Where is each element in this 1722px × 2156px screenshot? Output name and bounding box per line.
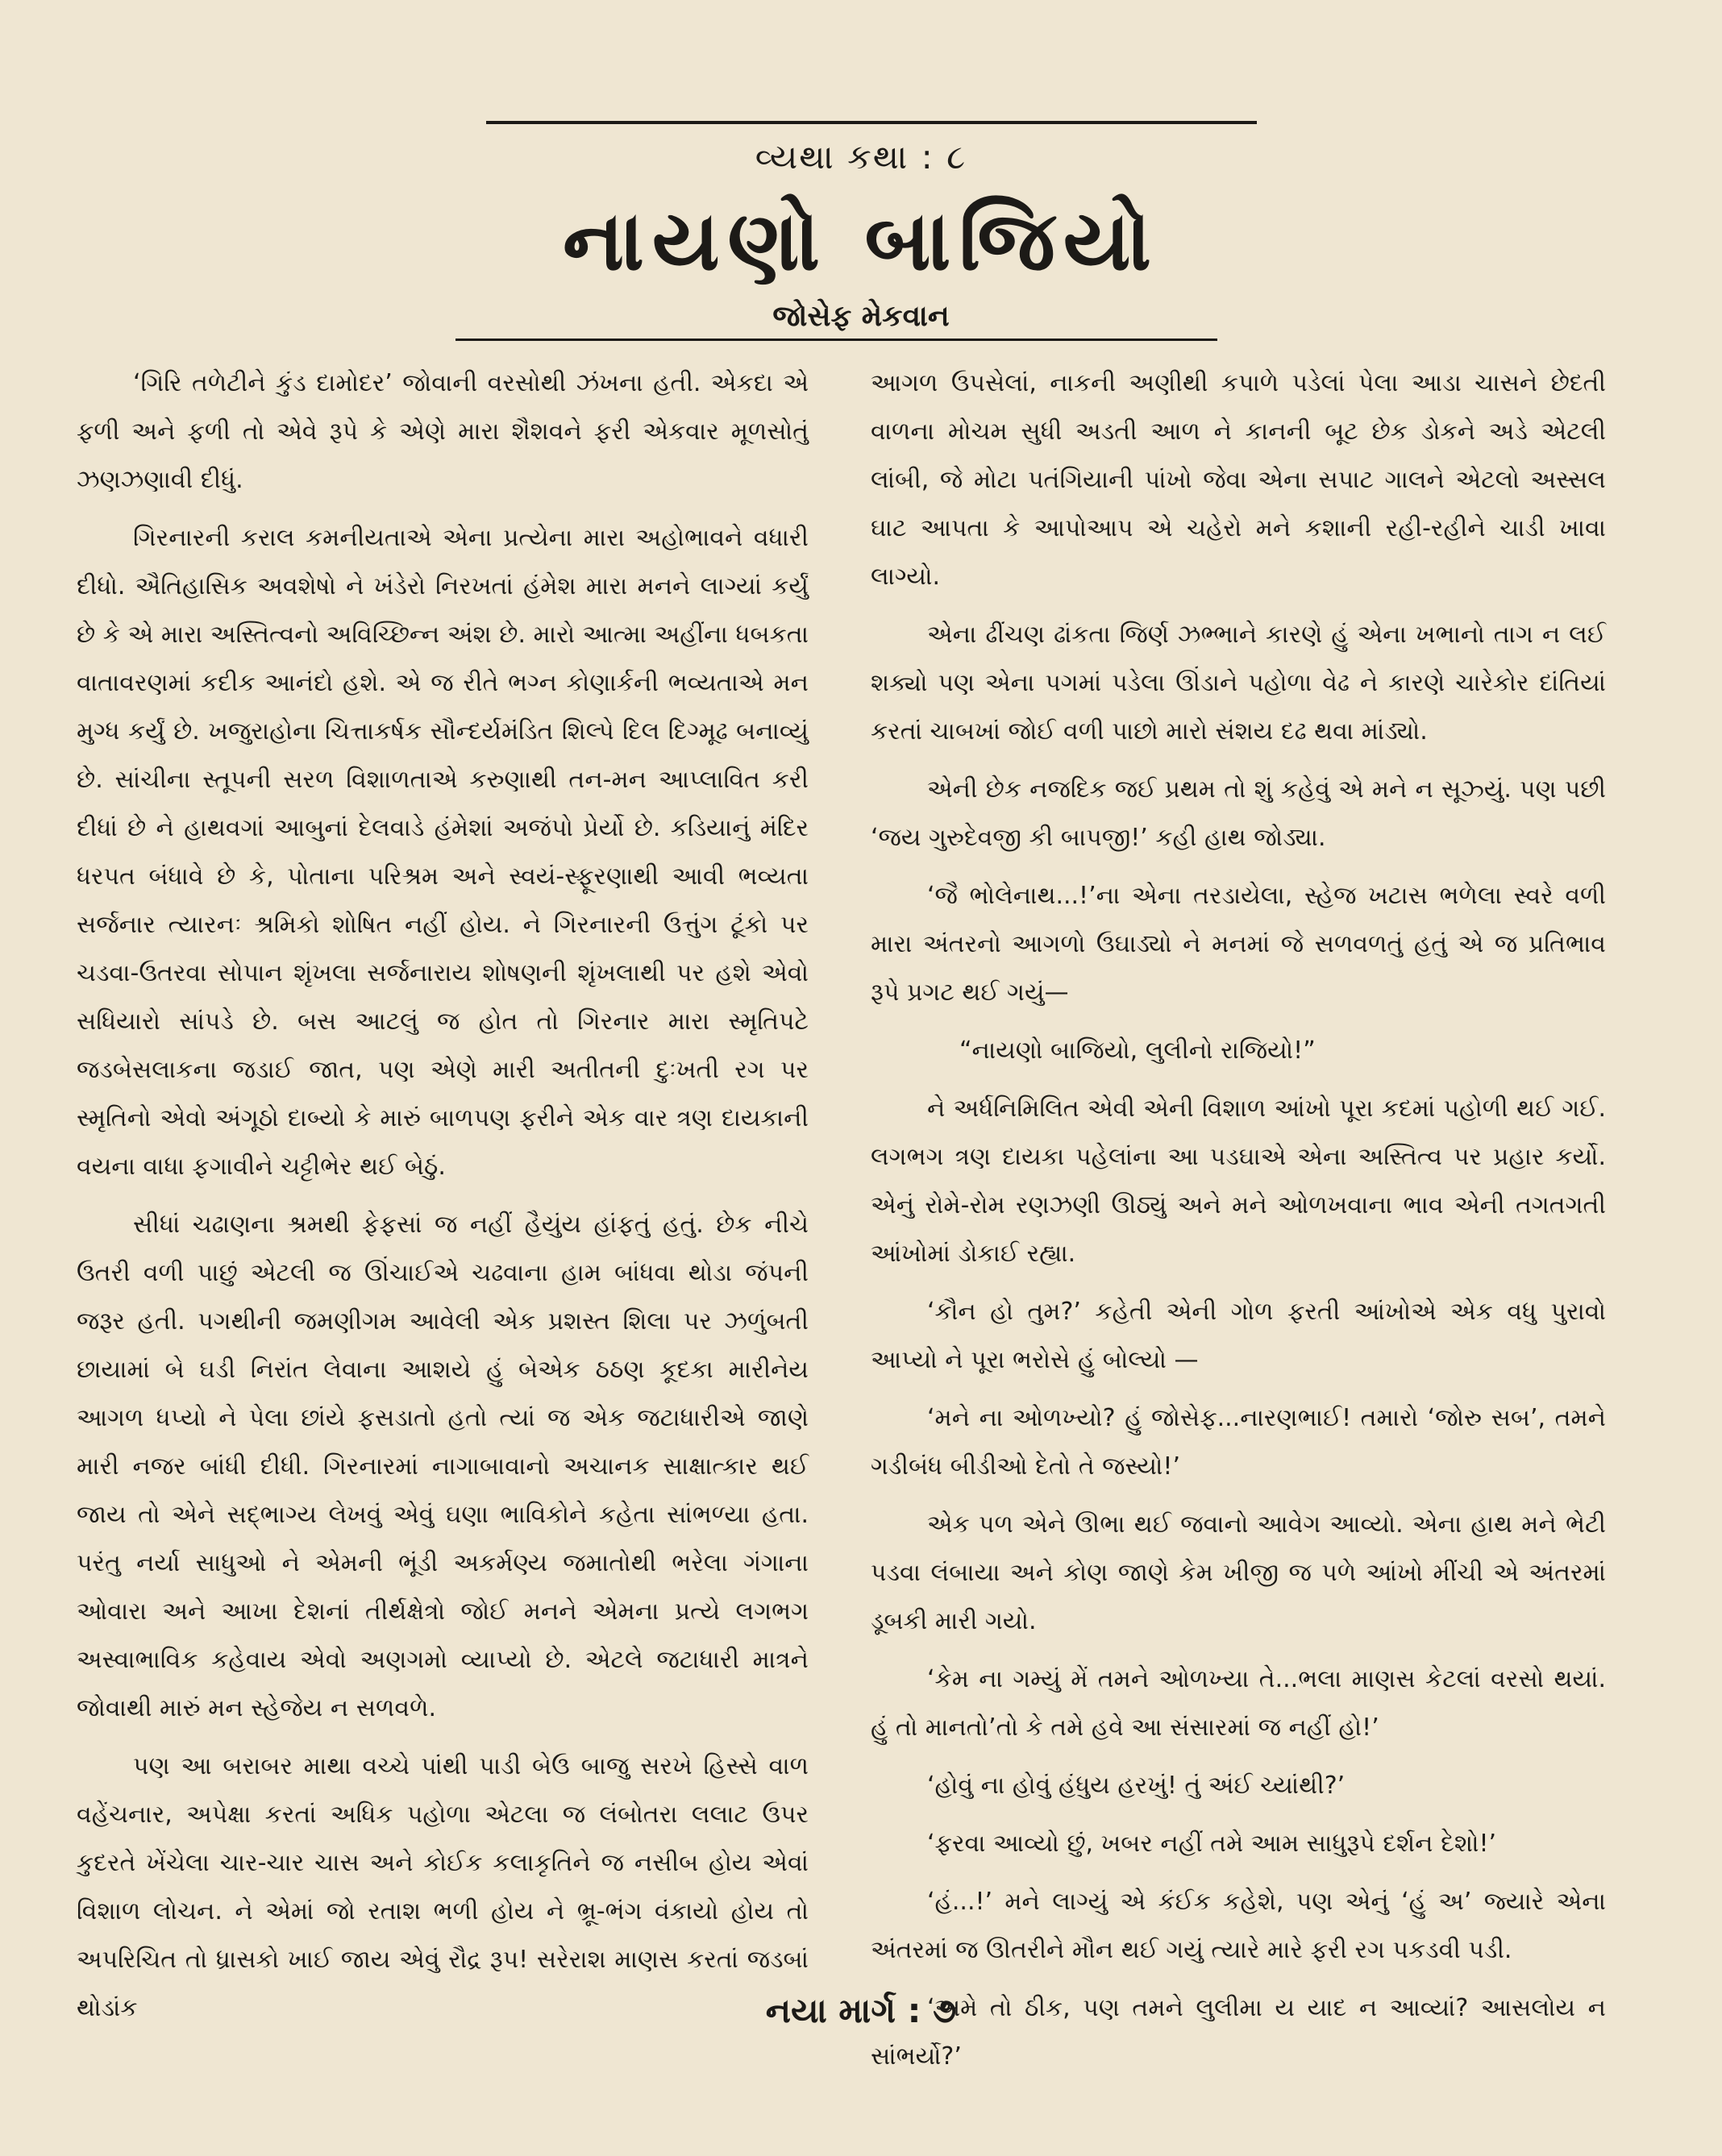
paragraph: ‘હોવું ના હોવું હંધુય હરખું! તું અંઈ ચ્યાંથી?’ — [927, 1772, 1346, 1800]
paragraph: ‘અમે તો ઠીક, પણ તમને લુલીમા ય યાદ ન આવ્યાં? આસલોય ન સાંભર્યો?’ — [871, 1994, 1606, 2071]
left-column — [77, 359, 809, 2042]
series-label: વ્યથા કથા : ૮ — [755, 137, 967, 177]
paragraph: એના ઢીંચણ ઢાંકતા જિર્ણ ઝભ્ભાને કારણે હું એના ખભાનો તાગ ન લઈ શક્યો પણ એના પગમાં પડેલા ઊંડાને પહોળા વેઢ ને કારણે ચારેકોર દાંતિયાં કરતાં ચાબખાં જોઈ વળી પાછો મારો સંશય દઢ થવા માંડ્યો. — [871, 621, 1606, 746]
paragraph: એની છેક નજદિક જઈ પ્રથમ તો શું કહેવું એ મને ન સૂઝ્યું. પણ પછી ‘જય ગુરુદેવજી કી બાપજી!’ કહી હાથ જોડ્યા. — [871, 775, 1606, 852]
quote-line: “નાયણો બાજિયો, લુલીનો રાજિયો!” — [959, 1036, 1316, 1065]
paragraph: પણ આ બરાબર માથા વચ્ચે પાંથી પાડી બેઉ બાજુ સરખે હિસ્સે વાળ વહેંચનાર, અપેક્ષા કરતાં અધિક પહોળા એટલા જ લંબોતરા લલાટ ઉપર કુદરતે ખેંચેલા ચાર-ચાર ચાસ અને કોઈક કલાકૃતિને જ નસીબ હોય એવાં વિશાળ લોચન. ને એમાં જો રતાશ ભળી હોય ને ભ્રૂ-ભંગ વંકાયો હોય તો અપરિચિત તો ધ્રાસકો ખાઈ જાય એવું રૌદ્ર રૂપ! સરેરાશ માણસ કરતાં જડબાં થોડાંક — [77, 1752, 809, 2022]
paragraph: આગળ ઉપસેલાં, નાકની અણીથી કપાળે પડેલાં પેલા આડા ચાસને છેદતી વાળના મોચમ સુધી અડતી આળ ને કાનની બૂટ છેક ડોકને અડે એટલી લાંબી, જે મોટા પતંગિયાની પાંખો જેવા એના સપાટ ગાલને એટલો અસ્સલ ઘાટ આપતા કે આપોઆપ એ ચહેરો મને કશાની રહી-રહીને ચાડી ખાવા લાગ્યો. — [871, 369, 1606, 591]
paragraph: ‘ગિરિ તળેટીને કુંડ દામોદર’ જોવાની વરસોથી ઝંખના હતી. એકદા એ ફળી અને ફળી તો એવે રૂપે કે એણે મારા શૈશવને ફરી એકવાર મૂળસોતું ઝણઝણાવી દીધું. — [77, 369, 809, 494]
paragraph: એક પળ એને ઊભા થઈ જવાનો આવેગ આવ્યો. એના હાથ મને ભેટી પડવા લંબાયા અને કોણ જાણે કેમ ખીજી જ પળે આંખો મીંચી એ અંતરમાં ડૂબકી મારી ગયો. — [871, 1510, 1606, 1635]
header-top-rule — [486, 121, 1257, 124]
paragraph: ‘કૌન હો તુમ?’ કહેતી એની ગોળ ફરતી આંખોએ એક વધુ પુરાવો આપ્યો ને પૂરા ભરોસે હું બોલ્યો — — [871, 1298, 1606, 1374]
paragraph: ‘મને ના ઓળખ્યો? હું જોસેફ...નારણભાઈ! તમારો ‘જોરુ સબ’, તમને ગડીબંધ બીડીઓ દેતો તે જસ્યો!’ — [871, 1404, 1606, 1481]
paragraph: ને અર્ધનિમિલિત એવી એની વિશાળ આંખો પૂરા કદમાં પહોળી થઈ ગઈ. લગભગ ત્રણ દાયકા પહેલાંના આ પડઘાએ એના અસ્તિત્વ પર પ્રહાર કર્યો. એનું રોમે-રોમ રણઝણી ઊઠ્યું અને મને ઓળખવાના ભાવ એની તગતગતી આંખોમાં ડોકાઈ રહ્યા. — [871, 1095, 1606, 1268]
page-footer: નયા માર્ગ : ૭ — [765, 1991, 957, 2030]
paragraph: ‘હં...!’ મને લાગ્યું એ કંઈક કહેશે, પણ એનું ‘હું અ’ જ્યારે એના અંતરમાં જ ઊતરીને મૌન થઈ ગયું ત્યારે મારે ફરી રગ પકડવી પડી. — [871, 1888, 1606, 1964]
paragraph: ‘કેમ ના ગમ્યું મેં તમને ઓળખ્યા તે...ભલા માણસ કેટલાં વરસો થયાં. હું તો માનતો’તો કે તમે હવે આ સંસારમાં જ નહીં હો!’ — [871, 1665, 1606, 1742]
paragraph: ગિરનારની કરાલ કમનીયતાએ એના પ્રત્યેના મારા અહોભાવને વધારી દીધો. ઐતિહાસિક અવશેષો ને ખંડેરો નિરખતાં હંમેશ મારા મનને લાગ્યાં કર્યું છે કે એ મારા અસ્તિત્વનો અવિચ્છિન્ન અંશ છે. મારો આત્મા અહીંના ધબકતા વાતાવરણમાં કદીક આનંદો હશે. એ જ રીતે ભગ્ન કોણાર્કની ભવ્યતાએ મન મુગ્ધ કર્યું છે. ખજુરાહોના ચિત્તાકર્ષક સૌન્દર્યમંડિત શિલ્પે દિલ દિગ્મૂઢ બનાવ્યું છે. સાંચીના સ્તૂપની સરળ વિશાળતાએ કરુણાથી તન-મન આપ્લાવિત કરી દીધાં છે ને હાથવગાં આબુનાં દેલવાડે હંમેશાં અજંપો પ્રેર્યો છે. કડિયાનું મંદિર ધરપત બંધાવે છે કે, પોતાના પરિશ્રમ અને સ્વયં-સ્ફૂરણાથી આવી ભવ્યતા સર્જનાર ત્યારનઃ શ્રમિકો શોષિત નહીં હોય. ને ગિરનારની ઉત્તુંગ ટૂંકો પર ચડવા-ઉતરવા સોપાન શૃંખલા સર્જનારાય શોષણની શૃંખલાથી પર હશે એવો સધિયારો સાંપડે છે. બસ આટલું જ હોત તો ગિરનાર મારા સ્મૃતિપટે જડબેસલાકના જડાઈ જાત, પણ એણે મારી અતીતની દુઃખતી રગ પર સ્મૃતિનો એવો અંગૂઠો દાબ્યો કે મારું બાળપણ ફરીને એક વાર ત્રણ દાયકાની વયના વાધા ફગાવીને ચટ્ટીભેર થઈ બેઠું. — [77, 524, 809, 1181]
paragraph: સીધાં ચઢાણના શ્રમથી ફેફસાં જ નહીં હૈયુંય હાંફતું હતું. છેક નીચે ઉતરી વળી પાછું એટલી જ ઊંચાઈએ ચઢવાના હામ બાંધવા થોડા જંપની જરૂર હતી. પગથીની જમણીગમ આવેલી એક પ્રશસ્ત શિલા પર ઝળુંબતી છાયામાં બે ઘડી નિરાંત લેવાના આશયે હું બેએક ઠઠણ કૂદકા મારીનેય આગળ ધપ્યો ને પેલા છાંયે ફસડાતો હતો ત્યાં જ એક જટાધારીએ જાણે મારી નજર બાંધી દીધી. ગિરનારમાં નાગાબાવાનો અચાનક સાક્ષાત્કાર થઈ જાય તો એને સદ્ભાગ્ય લેખવું એવું ઘણા ભાવિકોને કહેતા સાંભળ્યા હતા. પરંતુ નર્યા સાધુઓ ને એમની ભૂંડી અકર્મણ્ય જમાતોથી ભરેલા ગંગાના ઓવારા અને આખા દેશનાં તીર્થક્ષેત્રો જોઈ મનને એમના પ્રત્યે લગભગ અસ્વાભાવિક કહેવાય એવો અણગમો વ્યાપ્યો છે. એટલે જટાધારી માત્રને જોવાથી મારું મન સ્હેજેય ન સળવળે. — [77, 1211, 809, 1722]
author-rule — [455, 339, 1217, 341]
right-column — [871, 359, 1606, 2091]
paragraph: ‘ફરવા આવ્યો છું, ખબર નહીં તમે આમ સાધુરૂપે દર્શન દેશો!’ — [927, 1830, 1497, 1858]
story-title: નાયણો બાજિયો — [563, 193, 1159, 289]
author-name: જોસેફ મેકવાન — [772, 300, 950, 333]
paragraph: ‘જૈ ભોલેનાથ...!’ના એના તરડાયેલા, સ્હેજ ખટાસ ભળેલા સ્વરે વળી મારા અંતરનો આગળો ઉઘાડ્યો ને મનમાં જે સળવળતું હતું એ જ પ્રતિભાવ રૂપે પ્રગટ થઈ ગયું— — [871, 882, 1606, 1007]
